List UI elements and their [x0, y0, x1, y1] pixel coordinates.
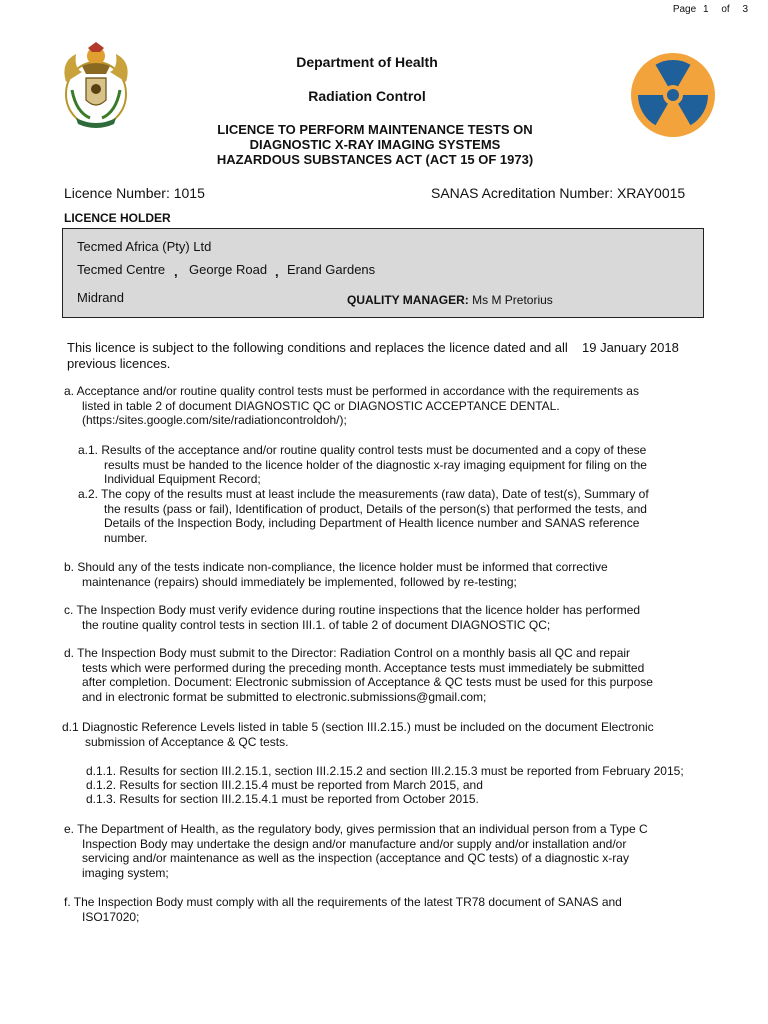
- condition-line: maintenance (repairs) should immediately be implemented, followed by re-testing;: [82, 574, 517, 589]
- condition-line: imaging system;: [82, 865, 169, 880]
- condition-line: Details of the Inspection Body, including Department of Health licence number and SANAS reference: [104, 516, 640, 530]
- address-separator: ,: [275, 264, 279, 279]
- condition-a1: [78, 443, 647, 487]
- holder-city: Midrand: [77, 290, 124, 305]
- condition-line: b. Should any of the tests indicate non-compliance, the licence holder must be informed that corrective: [64, 560, 608, 574]
- division-title: Radiation Control: [308, 88, 426, 104]
- licence-title: [0, 122, 750, 167]
- licence-holder-box: [62, 228, 704, 318]
- licence-holder-label: LICENCE HOLDER: [64, 211, 171, 225]
- intro-text: This licence is subject to the following conditions and replaces the licence dated and all previous licences.: [67, 340, 568, 371]
- holder-address-2: George Road: [189, 262, 268, 277]
- condition-line: e. The Department of Health, as the regulatory body, gives permission that an individual person from a Type C: [64, 822, 648, 836]
- condition-line: d. The Inspection Body must submit to the Director: Radiation Control on a monthly basis all QC and repair: [64, 646, 631, 660]
- condition-line: the results (pass or fail), Identification of product, Details of the person(s) that performed the tests, and: [104, 501, 647, 516]
- condition-a: [64, 384, 639, 428]
- condition-line: listed in table 2 of document DIAGNOSTIC QC or DIAGNOSTIC ACCEPTANCE DENTAL.: [82, 398, 560, 413]
- page-current: 1: [702, 4, 709, 15]
- condition-line: (https:/sites.google.com/site/radiationcontroldoh/);: [82, 413, 347, 427]
- condition-b: [64, 560, 608, 589]
- condition-line: results must be handed to the licence holder of the diagnostic x-ray imaging equipment for filing on the: [104, 457, 647, 472]
- holder-address-1: Tecmed Centre: [77, 262, 166, 277]
- condition-line: a.1. Results of the acceptance and/or routine quality control tests must be documented and a copy of these: [78, 443, 647, 457]
- condition-line: c. The Inspection Body must verify evidence during routine inspections that the licence holder has performed: [64, 603, 641, 617]
- page-indicator: [669, 4, 748, 15]
- condition-line: a. Acceptance and/or routine quality control tests must be performed in accordance with the requirements as: [64, 384, 639, 398]
- condition-line: submission of Acceptance & QC tests.: [85, 734, 289, 749]
- licence-title-line: DIAGNOSTIC X-RAY IMAGING SYSTEMS: [249, 137, 501, 152]
- condition-line: d.1 Diagnostic Reference Levels listed in table 5 (section III.2.15.) must be included on the document Electronic: [62, 720, 654, 734]
- intro-date: 19 January 2018: [582, 340, 679, 355]
- page-label: Page: [672, 4, 697, 15]
- condition-line: after completion. Document: Electronic submission of Acceptance & QC tests must be used for this purpose: [82, 675, 653, 689]
- condition-line: a.2. The copy of the results must at least include the measurements (raw data), Date of test(s), Summary of: [78, 487, 649, 501]
- condition-e: [64, 822, 648, 880]
- condition-line: tests which were performed during the preceding month. Acceptance tests must immediately be submitted: [82, 660, 645, 675]
- condition-d12: d.1.2. Results for section III.2.15.4 must be reported from March 2015, and: [86, 778, 483, 792]
- licence-title-line: HAZARDOUS SUBSTANCES ACT (ACT 15 OF 1973): [216, 152, 534, 167]
- licence-number: Licence Number: 1015: [64, 185, 205, 201]
- sanas-number: SANAS Acreditation Number: XRAY0015: [431, 185, 686, 201]
- condition-d: [64, 646, 653, 704]
- condition-c: [64, 603, 640, 632]
- condition-line: Individual Equipment Record;: [104, 472, 261, 486]
- condition-line: number.: [104, 530, 148, 545]
- quality-manager: [347, 293, 553, 307]
- condition-line: f. The Inspection Body must comply with all the requirements of the latest TR78 document of SANAS and: [64, 895, 622, 909]
- address-separator: ,: [174, 264, 178, 279]
- condition-d1: [62, 720, 654, 749]
- quality-manager-name: Ms M Pretorius: [472, 293, 553, 307]
- holder-name: Tecmed Africa (Pty) Ltd: [77, 239, 212, 254]
- condition-line: servicing and/or maintenance as well as the inspection (acceptance and QC tests) of a diagnostic x-ray: [82, 851, 629, 865]
- quality-manager-label: QUALITY MANAGER:: [347, 293, 469, 307]
- page-total: 3: [742, 4, 748, 15]
- condition-f: [64, 895, 622, 924]
- holder-address-3: Erand Gardens: [287, 262, 376, 277]
- condition-line: and in electronic format be submitted to electronic.submissions@gmail.com;: [82, 689, 487, 704]
- condition-d11: d.1.1. Results for section III.2.15.1, section III.2.15.2 and section III.2.15.3 must be reported from February 2015;: [86, 764, 684, 778]
- department-title: Department of Health: [296, 54, 438, 70]
- page-of-label: of: [721, 4, 730, 15]
- condition-a2: [78, 487, 649, 545]
- condition-d13: d.1.3. Results for section III.2.15.4.1 must be reported from October 2015.: [86, 792, 479, 806]
- condition-line: the routine quality control tests in section III.1. of table 2 of document DIAGNOSTIC QC;: [82, 617, 551, 632]
- licence-title-line: LICENCE TO PERFORM MAINTENANCE TESTS ON: [217, 122, 533, 137]
- condition-line: Inspection Body may undertake the design and/or manufacture and/or supply and/or installation and/or: [82, 836, 627, 851]
- condition-line: ISO17020;: [82, 909, 140, 924]
